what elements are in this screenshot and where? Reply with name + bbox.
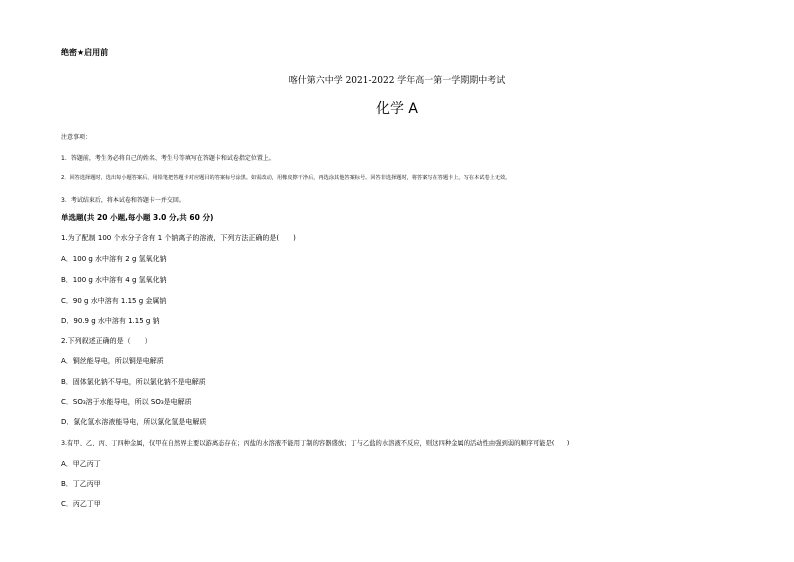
question-3-stem: 3.有甲、乙、丙、丁四种金属，仅甲在自然界主要以游离态存在；丙盐的水溶液不能用丁制的容器盛放；丁与乙盐的水溶液不反应，则这四种金属的活动性由强到弱的顺序可能是( ) — [61, 440, 570, 447]
question-1-option-d: D．90.9 g 水中溶有 1.15 g 钠 — [61, 317, 160, 325]
question-1-stem: 1.为了配制 100 个水分子含有 1 个钠离子的溶液，下列方法正确的是( ) — [61, 234, 296, 242]
question-3-option-b: B．丁乙丙甲 — [61, 480, 101, 488]
question-2-option-d: D．氯化氢水溶液能导电，所以氯化氢是电解质 — [61, 418, 207, 426]
question-1-option-c: C．90 g 水中溶有 1.15 g 金属钠 — [61, 297, 167, 305]
question-2-option-b: B．固体氯化钠不导电，所以氯化钠不是电解质 — [61, 378, 206, 386]
question-1-option-b: B．100 g 水中溶有 4 g 氢氧化钠 — [61, 276, 167, 284]
question-3-option-c: C．丙乙丁甲 — [61, 500, 101, 508]
question-2-option-a: A．铜丝能导电，所以铜是电解质 — [61, 357, 164, 365]
notes-heading: 注意事项： — [61, 134, 92, 141]
question-1-option-a: A．100 g 水中溶有 2 g 氢氧化钠 — [61, 255, 167, 263]
note-item-3: 3．考试结束后，将本试卷和答题卡一并交回。 — [61, 197, 185, 204]
question-2-option-c: C．SO₃溶于水能导电，所以 SO₃是电解质 — [61, 398, 192, 406]
section-title: 单选题(共 20 小题,每小题 3.0 分,共 60 分) — [61, 213, 214, 222]
question-2-stem: 2.下列叙述正确的是（ ） — [61, 337, 152, 345]
subject-title: 化学 A — [375, 101, 419, 117]
confidential-mark: 绝密★启用前 — [61, 48, 109, 57]
school-exam-title: 喀什第六中学 2021-2022 学年高一第一学期期中考试 — [288, 76, 506, 86]
note-item-2: 2．回答选择题时，选出每小题答案后，用铅笔把答题卡对应题目的答案标号涂黑。如需改动，用橡皮擦干净后，再选涂其他答案标号。回答非选择题时，将答案写在答题卡上。写在本试卷上无效。 — [61, 175, 511, 181]
question-3-option-a: A．甲乙丙丁 — [61, 460, 101, 468]
note-item-1: 1．答题前，考生务必将自己的姓名、考生号等填写在答题卡和试卷指定位置上。 — [61, 155, 275, 162]
